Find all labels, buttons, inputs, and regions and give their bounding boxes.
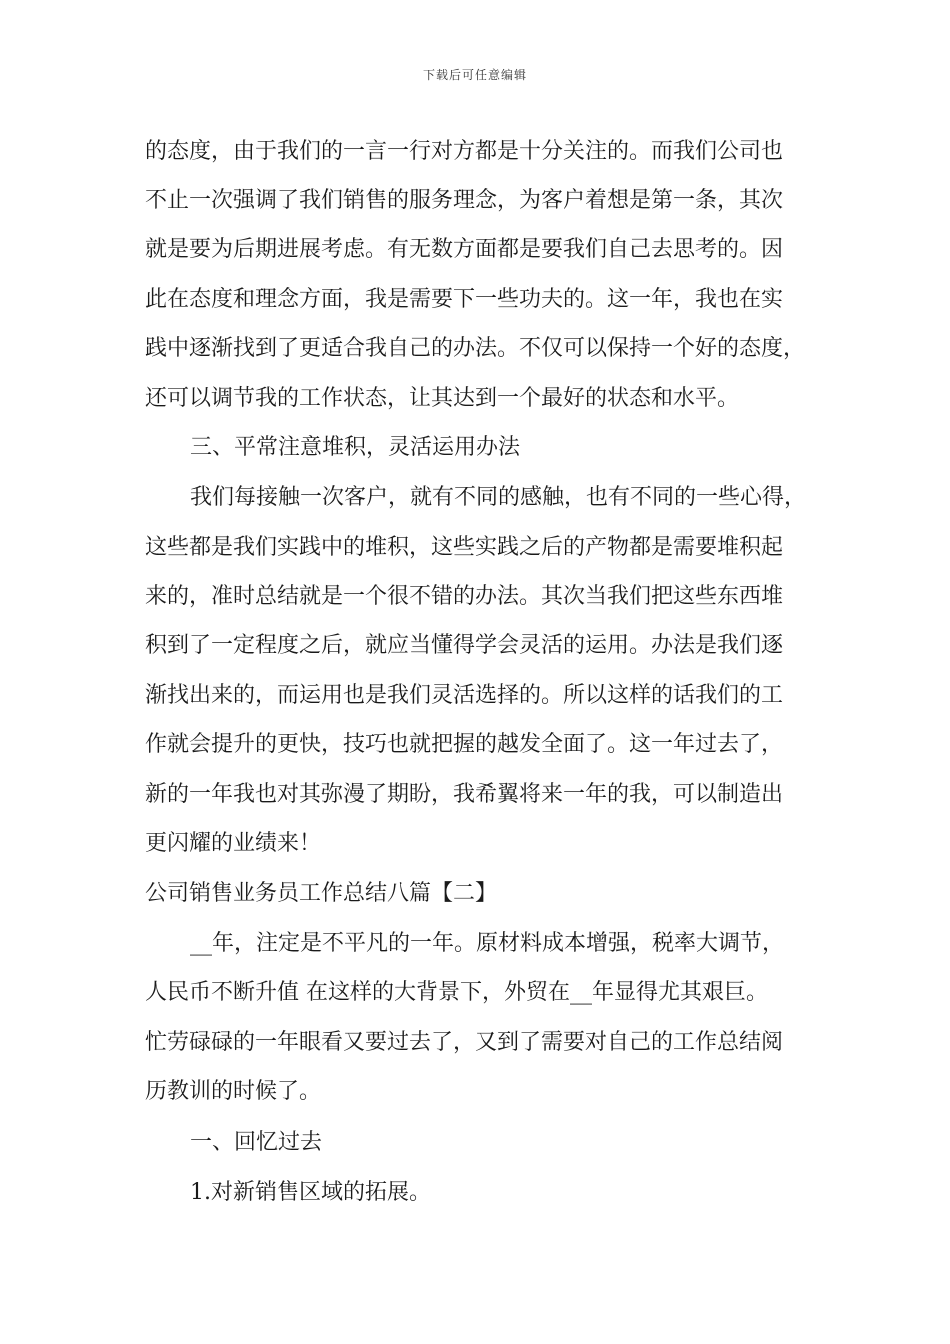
paragraph-line-3: 就是要为后期进展考虑。有无数方面都是要我们自己去思考的。因 xyxy=(145,237,784,262)
page-header-note: 下载后可任意编辑 xyxy=(422,68,527,82)
paragraph-line-13: 新的一年我也对其弥漫了期盼，我希翼将来一年的我，可以制造出 xyxy=(145,782,784,807)
paragraph-line-4: 此在态度和理念方面，我是需要下一些功夫的。这一年，我也在实 xyxy=(145,287,784,312)
paragraph-line-5: 践中逐渐找到了更适合我自己的办法。不仅可以保持一个好的态度， xyxy=(145,336,806,361)
paragraph-line-7: 我们每接触一次客户，就有不同的感触，也有不同的一些心得， xyxy=(190,485,807,510)
paragraph-line-1: 的态度，由于我们的一言一行对方都是十分关注的。而我们公司也 xyxy=(145,139,784,164)
paragraph-line-11: 渐找出来的，而运用也是我们灵活选择的。所以这样的话我们的工 xyxy=(145,683,784,708)
paragraph-line-16: 人民币不断升值 在这样的大背景下，外贸在__年显得尤其艰巨。 xyxy=(145,980,768,1005)
section-heading-three: 三、平常注意堆积，灵活运用办法 xyxy=(190,435,521,460)
paragraph-line-6: 还可以调节我的工作状态，让其达到一个最好的状态和水平。 xyxy=(145,386,740,411)
paragraph-line-17: 忙劳碌碌的一年眼看又要过去了，又到了需要对自己的工作总结阅 xyxy=(145,1030,784,1055)
paragraph-line-14: 更闪耀的业绩来！ xyxy=(145,831,322,856)
paragraph-line-18: 历教训的时候了。 xyxy=(145,1079,322,1104)
paragraph-line-12: 作就会提升的更快，技巧也就把握的越发全面了。这一年过去了， xyxy=(145,732,784,757)
paragraph-line-15: __年，注定是不平凡的一年。原材料成本增强，税率大调节， xyxy=(190,931,785,956)
article-title: 公司销售业务员工作总结八篇【二】 xyxy=(145,881,498,906)
paragraph-line-10: 积到了一定程度之后，就应当懂得学会灵活的运用。办法是我们逐 xyxy=(145,633,784,658)
paragraph-line-9: 来的，准时总结就是一个很不错的办法。其次当我们把这些东西堆 xyxy=(145,584,784,609)
list-item-1: 1.对新销售区域的拓展。 xyxy=(190,1180,431,1205)
paragraph-line-8: 这些都是我们实践中的堆积，这些实践之后的产物都是需要堆积起 xyxy=(145,535,784,560)
paragraph-line-2: 不止一次强调了我们销售的服务理念，为客户着想是第一条，其次 xyxy=(145,188,784,213)
section-heading-one: 一、回忆过去 xyxy=(190,1130,323,1155)
